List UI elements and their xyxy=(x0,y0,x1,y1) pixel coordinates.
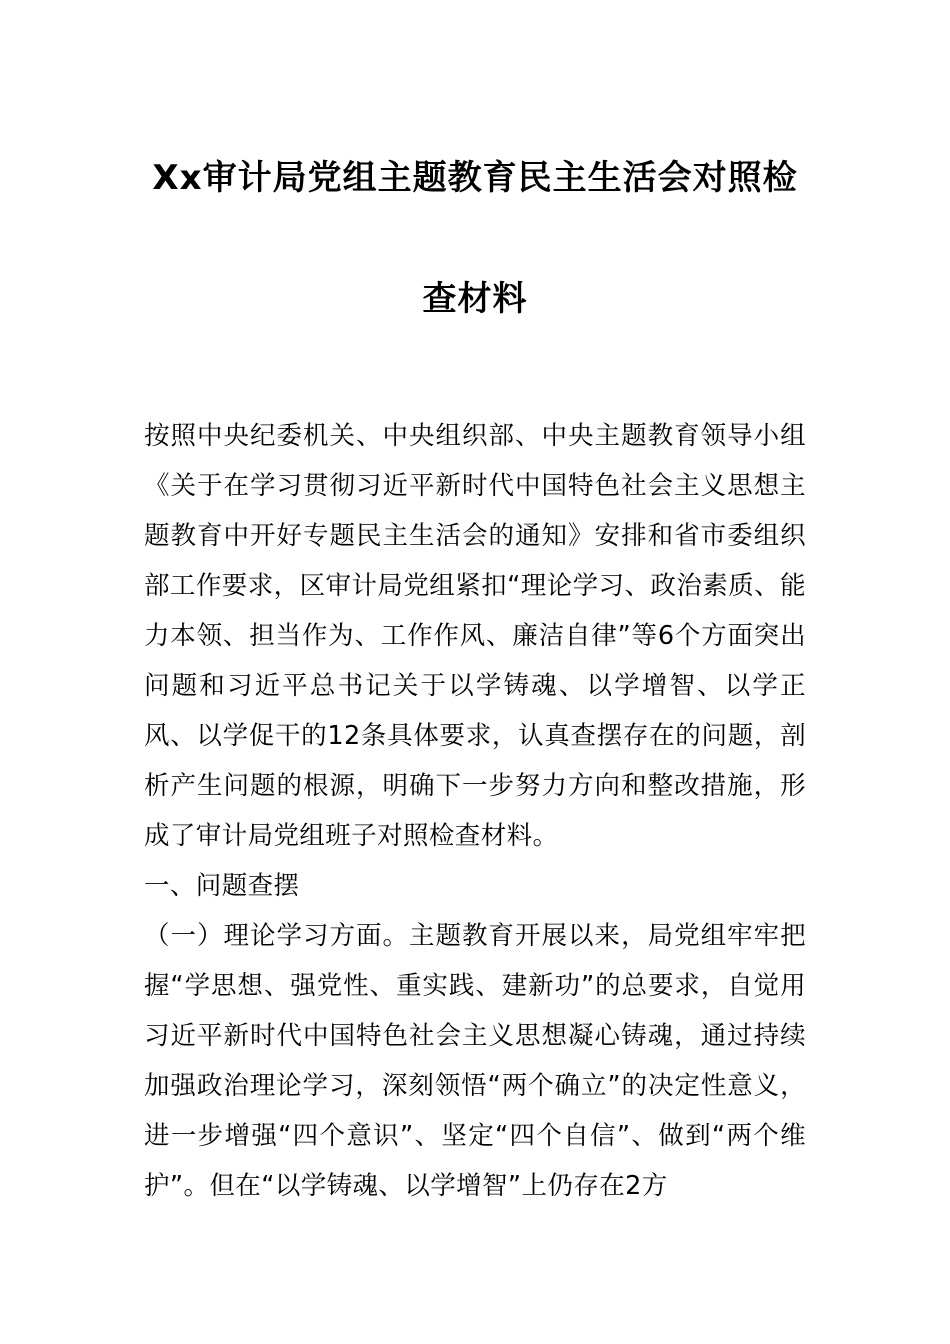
document-body xyxy=(144,411,806,1211)
section-heading-problems: 一、问题查摆 xyxy=(144,871,300,901)
document-title-line-1: Xx审计局党组主题教育民主生活会对照检 xyxy=(152,158,798,198)
intro-paragraph: 按照中央纪委机关、中央组织部、中央主题教育领导小组《关于在学习贯彻习近平新时代中国特色社会主义思想主题教育中开好专题民主生活会的通知》安排和省市委组织部工作要求，区审计局党组紧扣“理论学习、政治素质、能力本领、担当作为、工作作风、廉洁自律”等6个方面突出问题和习近平总书记关于以学铸魂、以学增智、以学正风、以学促干的12条具体要求，认真查摆存在的问题，剖析产生问题的根源，明确下一步努力方向和整改措施，形成了审计局党组班子对照检查材料。 xyxy=(144,421,806,851)
theory-study-paragraph: （一）理论学习方面。主题教育开展以来，局党组牢牢把握“学思想、强党性、重实践、建新功”的总要求，自觉用习近平新时代中国特色社会主义思想凝心铸魂，通过持续加强政治理论学习，深刻领悟“两个确立”的决定性意义，进一步增强“四个意识”、坚定“四个自信”、做到“两个维护”。但在“以学铸魂、以学增智”上仍存在2方 xyxy=(144,921,806,1201)
document-title-line-2: 查材料 xyxy=(422,279,528,319)
